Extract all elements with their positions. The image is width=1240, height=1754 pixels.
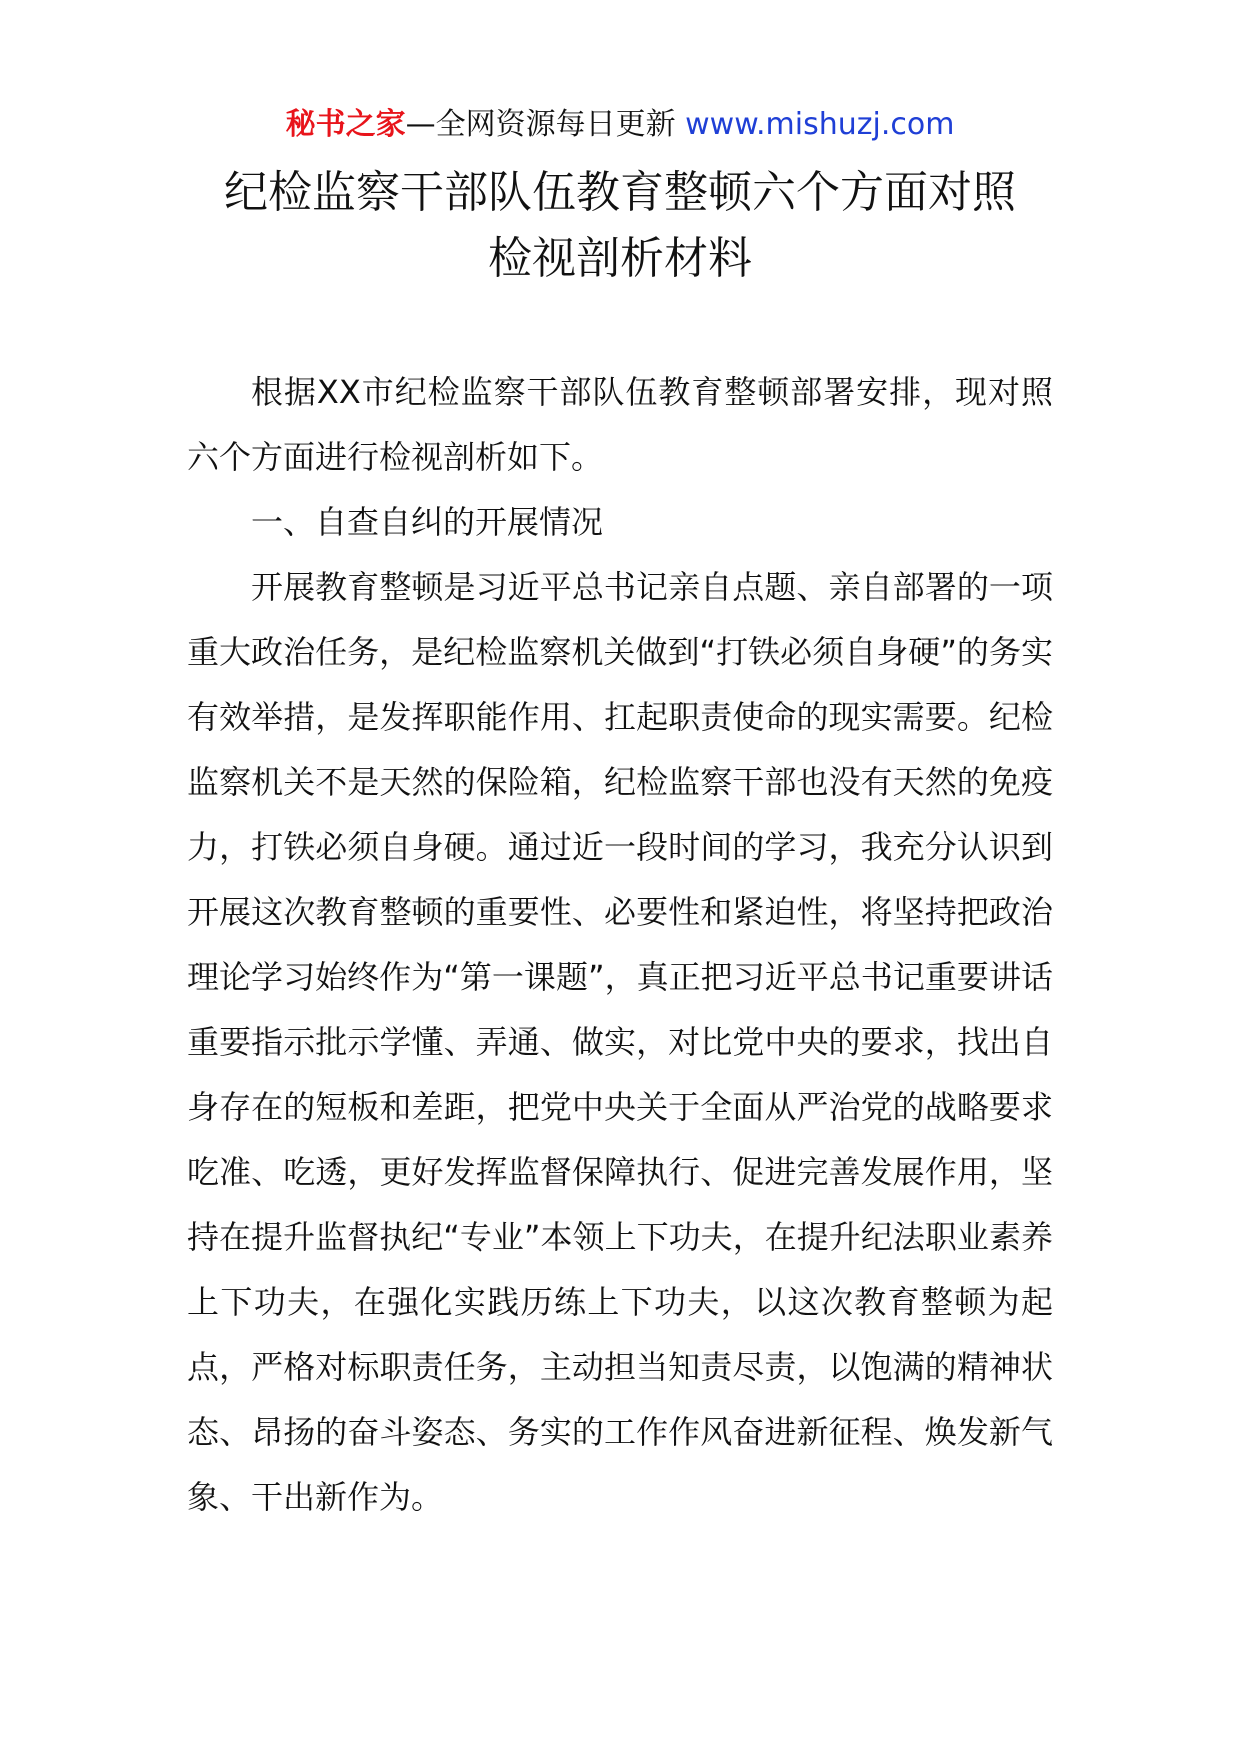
header-banner	[0, 103, 1240, 147]
body-paragraph: 开展教育整顿是习近平总书记亲自点题、亲自部署的一项重大政治任务，是纪检监察机关做到“打铁必须自身硬”的务实有效举措，是发挥职能作用、扛起职责使命的现实需要。纪检监察机关不是天然的保险箱，纪检监察干部也没有天然的免疫力，打铁必须自身硬。通过近一段时间的学习，我充分认识到开展这次教育整顿的重要性、必要性和紧迫性，将坚持把政治理论学习始终作为“第一课题”，真正把习近平总书记重要讲话重要指示批示学懂、弄通、做实，对比党中央的要求，找出自身存在的短板和差距，把党中央关于全面从严治党的战略要求吃准、吃透，更好发挥监督保障执行、促进完善发展作用，坚持在提升监督执纪“专业”本领上下功夫，在提升纪法职业素养上下功夫，在强化实践历练上下功夫，以这次教育整顿为起点，严格对标职责任务，主动担当知责尽责，以饱满的精神状态、昂扬的奋斗姿态、务实的工作作风奋进新征程、焕发新气象、干出新作为。	[187, 568, 1053, 1516]
header-url-link[interactable]: www.mishuzj.com	[685, 107, 955, 142]
document-title-line-2: 检视剖析材料	[488, 233, 752, 284]
document-title	[150, 160, 1090, 292]
header-tagline: —全网资源每日更新	[405, 107, 686, 142]
document-body	[187, 360, 1053, 1530]
intro-paragraph: 根据XX市纪检监察干部队伍教育整顿部署安排，现对照六个方面进行检视剖析如下。	[187, 373, 1053, 476]
header-brand: 秘书之家	[285, 107, 406, 142]
document-title-line-1: 纪检监察干部队伍教育整顿六个方面对照	[224, 167, 1016, 218]
section-heading: 一、自查自纠的开展情况	[251, 503, 604, 541]
